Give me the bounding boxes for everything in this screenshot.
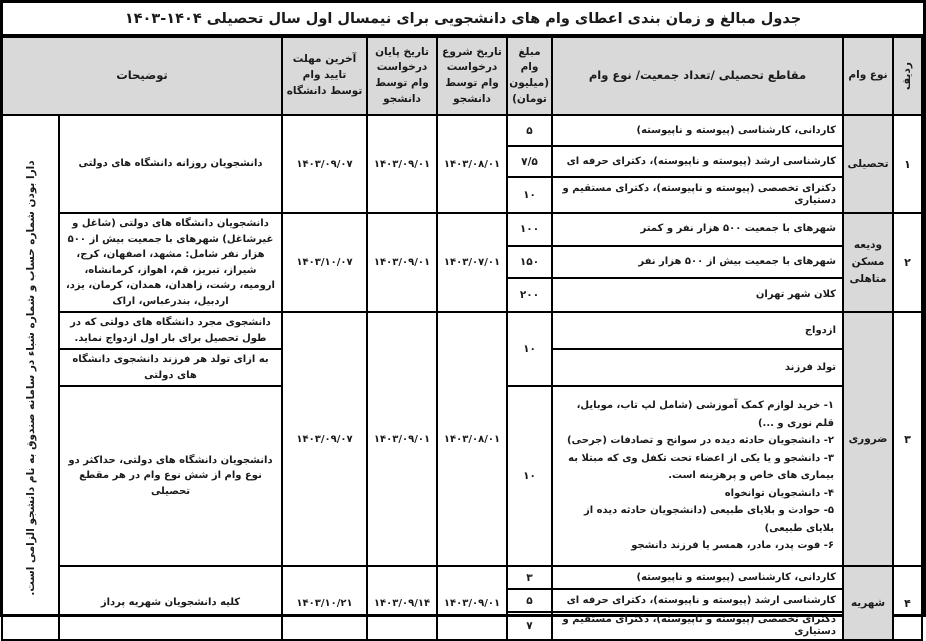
row-number-cell: ۲ xyxy=(893,213,922,312)
column-header-start-date: تاریخ شروع درخواست وام توسط دانشجو xyxy=(437,37,507,115)
loan-type-cell: ضروری xyxy=(843,312,893,566)
side-note-text: دارا بودن شماره حساب و شماره شباء در سامانه صندوق به نام دانشجو الزامی است. xyxy=(24,159,37,596)
row-number-header-label: ردیف xyxy=(900,62,913,90)
note-cell: دانشجویان دانشگاه های دولتی (شاغل و غیرشاغل) شهرهای با جمعیت بیش از ۵۰۰ هزار نفر شامل: مشهد، اصفهان، کرج، شیراز، تبریز، قم، اهواز، کرمانشاه، ارومیه، رشت، زاهدان، همدان، کرمان، یزد، اردبیل، بندرعباس، اراک xyxy=(59,213,282,312)
list-item: ۲- دانشجویان حادثه دیده در سوانح و تصادفات (جرحی) xyxy=(567,435,834,447)
end-date-cell: ۱۴۰۳/۰۹/۰۱ xyxy=(367,115,437,213)
loan-type-cell: تحصیلی xyxy=(843,115,893,213)
column-header-row-number xyxy=(893,37,922,115)
amount-cell: ۷ xyxy=(507,612,552,640)
level-cell: کارشناسی ارشد (پیوسته و ناپیوسته)، دکترای حرفه ای xyxy=(552,146,843,177)
table-row xyxy=(2,213,922,246)
amount-cell: ۱۰ xyxy=(507,386,552,566)
level-cell: شهرهای با جمعیت ۵۰۰ هزار نفر و کمتر xyxy=(552,213,843,246)
amount-cell: ۲۰۰ xyxy=(507,278,552,312)
note-cell: به ازای تولد هر فرزند دانشجوی دانشگاه های دولتی xyxy=(59,349,282,386)
amount-cell: ۷/۵ xyxy=(507,146,552,177)
note-cell: دانشجویان روزانه دانشگاه های دولتی xyxy=(59,115,282,213)
level-cell: تولد فرزند xyxy=(552,349,843,386)
approval-deadline-cell: ۱۴۰۳/۰۹/۰۷ xyxy=(282,312,367,566)
end-date-cell: ۱۴۰۳/۰۹/۰۱ xyxy=(367,213,437,312)
level-cell: دکترای تخصصی (پیوسته و ناپیوسته)، دکترای مستقیم و دستیاری xyxy=(552,177,843,213)
amount-cell: ۵ xyxy=(507,589,552,612)
column-header-notes: توضیحات xyxy=(2,37,282,115)
essential-loan-items-list xyxy=(552,386,843,566)
loan-type-cell: شهریه xyxy=(843,566,893,640)
end-date-cell: ۱۴۰۳/۰۹/۱۴ xyxy=(367,566,437,640)
column-header-end-date: تاریخ پایان درخواست وام توسط دانشجو xyxy=(367,37,437,115)
note-cell: کلیه دانشجویان شهریه پرداز xyxy=(59,566,282,640)
column-header-levels: مقاطع تحصیلی /تعداد جمعیت/ نوع وام xyxy=(552,37,843,115)
level-cell: کاردانی، کارشناسی (پیوسته و ناپیوسته) xyxy=(552,566,843,589)
column-header-loan-type: نوع وام xyxy=(843,37,893,115)
column-header-amount: مبلغ وام (میلیون تومان) xyxy=(507,37,552,115)
table-row xyxy=(2,566,922,589)
start-date-cell: ۱۴۰۳/۰۸/۰۱ xyxy=(437,115,507,213)
level-cell: کلان شهر تهران xyxy=(552,278,843,312)
approval-deadline-cell: ۱۴۰۳/۱۰/۲۱ xyxy=(282,566,367,640)
header-row xyxy=(2,37,922,115)
level-cell: کاردانی، کارشناسی (پیوسته و ناپیوسته) xyxy=(552,115,843,146)
table-row xyxy=(2,115,922,146)
approval-deadline-cell: ۱۴۰۳/۰۹/۰۷ xyxy=(282,115,367,213)
list-item: ۵- حوادث و بلایای طبیعی (دانشجویان حادثه دیده از بلایای طبیعی) xyxy=(583,505,834,534)
level-cell: شهرهای با جمعیت بیش از ۵۰۰ هزار نفر xyxy=(552,246,843,279)
note-cell: دانشجویان دانشگاه های دولتی، حداکثر دو نوع وام از شش نوع وام در هر مقطع تحصیلی xyxy=(59,386,282,566)
level-cell: ازدواج xyxy=(552,312,843,349)
row-number-cell: ۳ xyxy=(893,312,922,566)
amount-cell: ۱۰ xyxy=(507,177,552,213)
list-item: ۳- دانشجو و یا یکی از اعضاء تحت تکفل وی که مبتلا به بیماری های خاص و پرهزینه است. xyxy=(568,452,834,482)
list-item: ۱- خرید لوازم کمک آموزشی (شامل لپ تاب، موبایل، قلم نوری و ...) xyxy=(576,400,834,429)
list-item: ۴- دانشجویان توانخواه xyxy=(724,487,834,499)
level-cell: دکترای تخصصی (پیوسته و ناپیوسته)، دکترای مستقیم و دستیاری xyxy=(552,612,843,640)
amount-cell: ۳ xyxy=(507,566,552,589)
column-header-approval-deadline: آخرین مهلت تایید وام توسط دانشگاه xyxy=(282,37,367,115)
amount-cell: ۵ xyxy=(507,115,552,146)
page-title: جدول مبالغ و زمان بندی اعطای وام های دانشجویی برای نیمسال اول سال تحصیلی ۱۴۰۴-۱۴۰۳ xyxy=(3,3,923,36)
row-number-cell: ۱ xyxy=(893,115,922,213)
start-date-cell: ۱۴۰۳/۰۸/۰۱ xyxy=(437,312,507,566)
note-cell: دانشجوی مجرد دانشگاه های دولتی که در طول تحصیل برای بار اول ازدواج نماید. xyxy=(59,312,282,349)
approval-deadline-cell: ۱۴۰۳/۱۰/۰۷ xyxy=(282,213,367,312)
side-note-cell xyxy=(2,115,59,640)
amount-cell: ۱۵۰ xyxy=(507,246,552,279)
end-date-cell: ۱۴۰۳/۰۹/۰۱ xyxy=(367,312,437,566)
loan-type-cell: ودیعه مسکن متاهلی xyxy=(843,213,893,312)
list-item: ۶- فوت پدر، مادر، همسر یا فرزند دانشجو xyxy=(631,540,834,552)
start-date-cell: ۱۴۰۳/۰۹/۰۱ xyxy=(437,566,507,640)
row-number-cell: ۴ xyxy=(893,566,922,640)
amount-cell: ۱۰۰ xyxy=(507,213,552,246)
table-row xyxy=(2,312,922,349)
level-cell: کارشناسی ارشد (پیوسته و ناپیوسته)، دکترای حرفه ای xyxy=(552,589,843,612)
loan-schedule-table xyxy=(1,36,923,641)
start-date-cell: ۱۴۰۳/۰۷/۰۱ xyxy=(437,213,507,312)
amount-cell: ۱۰ xyxy=(507,312,552,386)
